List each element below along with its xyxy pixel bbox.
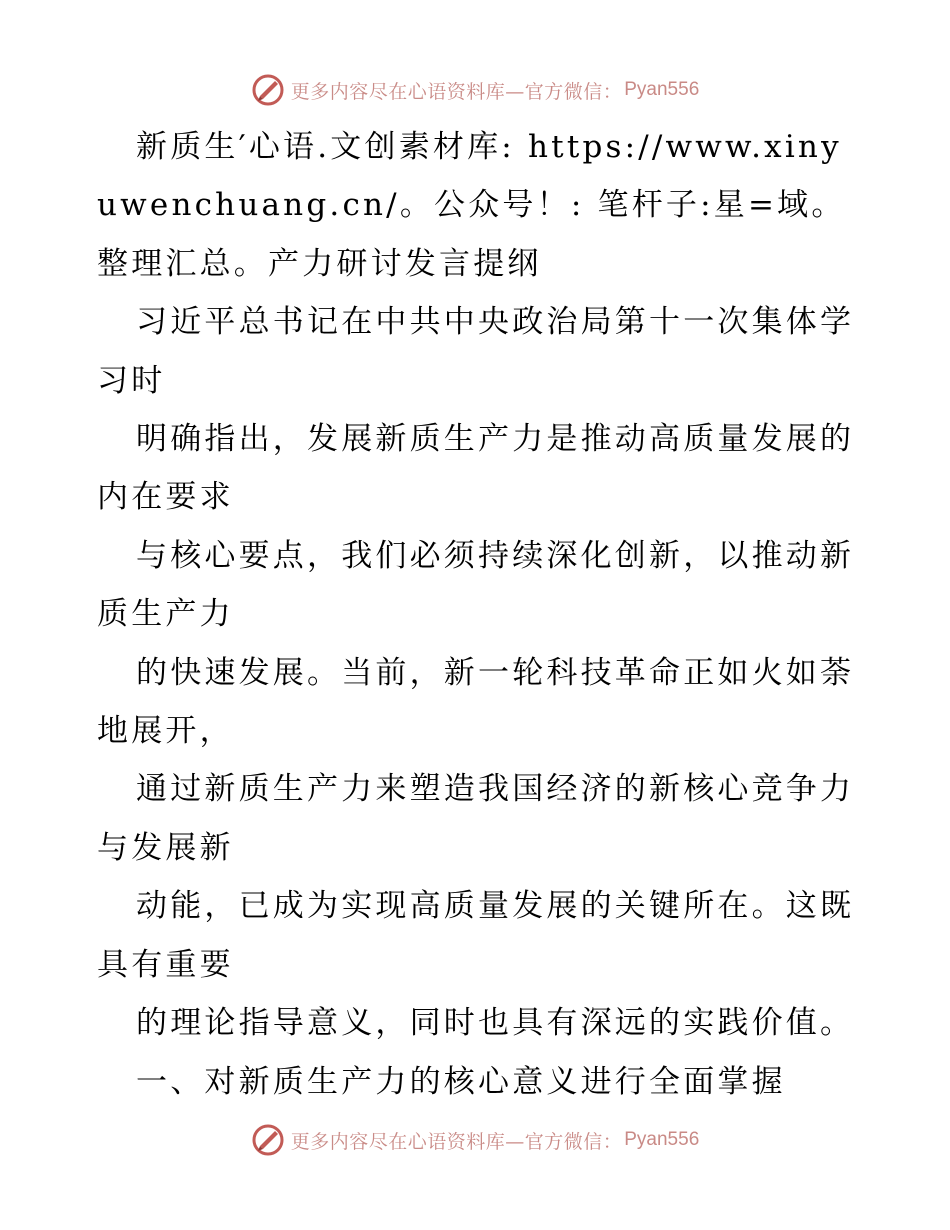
paragraph: 的理论指导意义，同时也具有深远的实践价值。	[136, 1005, 855, 1042]
paragraph: 的快速发展。当前，新一轮科技革命正如火如荼地展开，	[97, 654, 855, 750]
watermark-text: 更多内容尽在心语资料库—官方微信：	[290, 1130, 623, 1153]
document-body	[97, 118, 857, 1111]
paragraph: 与核心要点，我们必须持续深化创新，以推动新质生产力	[97, 537, 855, 633]
paragraph: 通过新质生产力来塑造我国经济的新核心竞争力与发展新	[97, 771, 855, 866]
paragraph: 明确指出，发展新质生产力是推动高质量发展的内在要求	[97, 421, 855, 516]
watermark-wechat-id: Pyan556	[624, 1129, 700, 1150]
footer-watermark	[0, 1120, 950, 1160]
section-heading: 一、对新质生产力的核心意义进行全面掌握	[136, 1063, 786, 1100]
paragraph: 习近平总书记在中共中央政治局第十一次集体学习时	[97, 304, 855, 399]
paragraph: 动能，已成为实现高质量发展的关键所在。这既具有重要	[97, 888, 855, 983]
paragraph-intro: 新质生′心语.文创素材库: https://www.xinyuwenchuang.cn/。公众号！: 笔杆子:星=域。整理汇总。产力研讨发言提纲	[97, 129, 846, 282]
watermark-wechat-id: Pyan556	[624, 79, 700, 100]
brand-logo-icon	[251, 1123, 285, 1157]
brand-logo-icon	[251, 73, 285, 107]
watermark-text: 更多内容尽在心语资料库—官方微信：	[290, 80, 623, 103]
header-watermark	[0, 70, 950, 110]
